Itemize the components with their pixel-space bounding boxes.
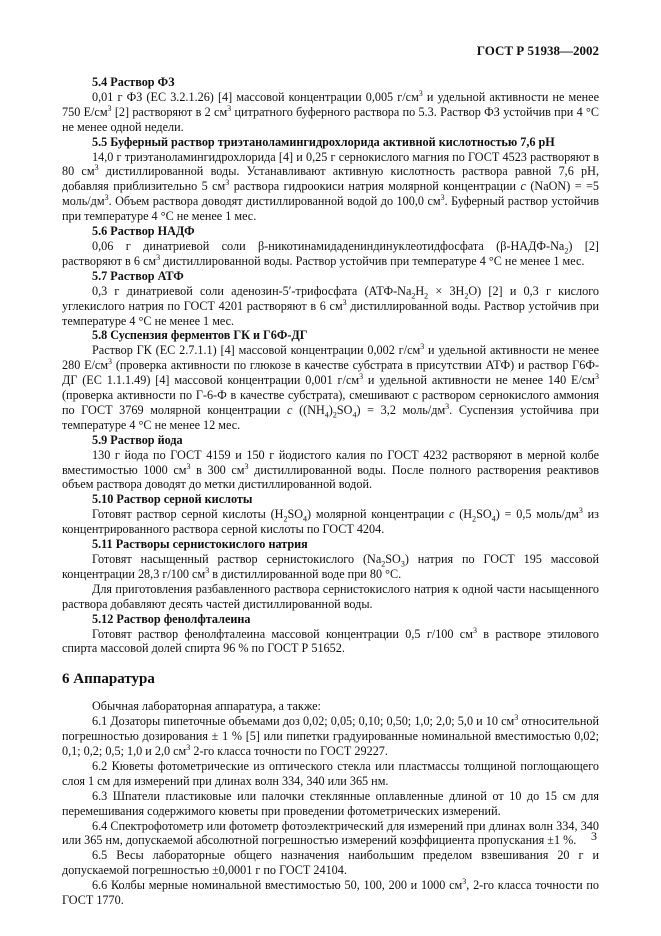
paragraph: 14,0 г триэтаноламингидрохлорида [4] и 0,25 г сернокислого магния по ГОСТ 4523 растворяют в 80 $см^3$ дистиллированной воды. Устанавливают активную кислотность раствора равной 7,6 рН, добавляя приблизительно 5 $см^3$ раствора гидроокиси натрия молярной концентрации с (NaОN) = =5 моль/$дм^3$. Объем раствора доводят дистиллированной водой до 100,0 $см^3$. Буферный раствор устойчив при температуре 4 °С не менее 1 мес. bbox=[62, 149, 600, 224]
section-heading: 5.12 Раствор фенолфталеина bbox=[92, 611, 251, 626]
section-heading: 5.11 Растворы сернистокислого натрия bbox=[92, 537, 308, 552]
section-heading: 5.5 Буферный раствор триэтаноламингидрохлорида активной кислотностью 7,6 рН bbox=[92, 134, 555, 149]
paragraph: Для приготовления разбавленного раствора сернистокислого натрия к одной части насыщенного раствора добавляют десять частей дистиллированной воды. bbox=[62, 581, 599, 611]
paragraph: Раствор ГК (ЕС 2.7.1.1) [4] массовой концентрации 0,002 $г/см^3$ и удельной активности не менее 280 $Е/см^3$ (проверка активности по глюкозе в качестве субстрата в присутствии АТФ) и раствор Г6Ф-ДГ (ЕС 1.1.1.49) [4] массовой концентрации 0,001 $г/см^3$ и удельной активности не менее 140 $Е/см^3$ (проверка активности по Г-6-Ф в качестве субстрата), смешивают с раствором сернокислого аммония по ГОСТ 3769 молярной концентрации с $((NH_4)_2SO_4) = 3,2$ моль/$дм^3$. Суспензия устойчива при температуре 4 °С не менее 12 мес. bbox=[62, 342, 600, 432]
paragraph: 0,3 г динатриевой соли аденозин-5′-трифосфата $(АТФ-Na_2H_2 \times 3H_2O)$ [2] и 0,3 г кислого углекислого натрия по ГОСТ 4201 растворяют в 6 $см^3$ дистиллированной воды. Раствор устойчив при температуре 4 °С не менее 1 мес. bbox=[62, 283, 600, 328]
paragraph: 130 г йода по ГОСТ 4159 и 150 г йодистого калия по ГОСТ 4232 растворяют в мерной колбе вместимостью 1000 $см^3$ в 300 $см^3$ дистиллированной воды. После полного растворения реактивов объем раствора доводят до метки дистиллированной водой. bbox=[62, 447, 599, 492]
chapter-heading: 6 Аппаратура bbox=[62, 671, 155, 688]
section-heading: 5.8 Суспензия ферментов ГК и Г6Ф-ДГ bbox=[92, 328, 308, 343]
document-body bbox=[62, 75, 599, 908]
paragraph: Обычная лабораторная аппаратура, а также: bbox=[92, 699, 321, 714]
section-heading: 5.9 Раствор йода bbox=[92, 432, 183, 447]
paragraph: 6.5 Весы лабораторные общего назначения наибольшим пределом взвешивания 20 г и допускаемой погрешностью ±0,0001 г по ГОСТ 24104. bbox=[62, 848, 599, 878]
paragraph: Готовят раствор серной кислоты $(H_2SO_4)$ молярной концентрации с $(H_2SO_4) = 0,5$ моль/$дм^3$ из концентрированного раствора серной кислоты по ГОСТ 4204. bbox=[62, 506, 599, 537]
section-heading: 5.6 Раствор НАДФ bbox=[92, 224, 195, 239]
section-heading: 5.7 Раствор АТФ bbox=[92, 268, 184, 283]
page-number: 3 bbox=[591, 829, 597, 843]
paragraph: 0,06 г динатриевой соли β-никотинамидадениндинуклеотидфосфата $(\beta-НАДФ-Na_2)$ [2] растворяют в 6 $см^3$ дистиллированной воды. Раствор устойчив при температуре 4 °С не менее 1 мес. bbox=[62, 238, 599, 268]
section-heading: 5.4 Раствор ФЗ bbox=[92, 75, 175, 89]
paragraph: 0,01 г ФЗ (ЕС 3.2.1.26) [4] массовой концентрации 0,005 $г/см^3$ и удельной активности не менее 750 $Е/см^3$ [2] растворяют в 2 $см^3$ цитратного буферного раствора по 5.3. Раствор ФЗ устойчив при 4 °С не менее одной недели. bbox=[62, 88, 599, 134]
paragraph: 6.6 Колбы мерные номинальной вместимостью 50, 100, 200 и 1000 $см^3$, 2-го класса точности по ГОСТ 1770. bbox=[62, 877, 599, 908]
paragraph: Готовят раствор фенолфталеина массовой концентрации 0,5 г/100 $см^3$ в растворе этилового спирта массовой долей спирта 96 % по ГОСТ Р 51652. bbox=[62, 625, 599, 656]
document-header: ГОСТ Р 51938—2002 bbox=[476, 43, 599, 58]
paragraph: 6.4 Спектрофотометр или фотометр фотоэлектрический для измерений при длинах волн 334, 340 или 365 нм, допускаемой абсолютной погрешностью измерений коэффициента пропускания ±1 %. bbox=[62, 818, 599, 848]
paragraph: 6.2 Кюветы фотометрические из оптического стекла или пластмассы толщиной поглощающего слоя 1 см для измерений при длинах волн 334, 340 или 365 нм. bbox=[62, 758, 599, 788]
paragraph: Готовят насыщенный раствор сернистокислого $(Na_2SO_3)$ натрия по ГОСТ 195 массовой концентрации 28,3 г/100 $см^3$ в дистиллированной воде при 80 °С. bbox=[62, 552, 599, 581]
paragraph: 6.1 Дозаторы пипеточные объемами доз 0,02; 0,05; 0,10; 0,50; 1,0; 2,0; 5,0 и 10 $см^3$ относительной погрешностью дозирования ± 1 % [5] или пипетки градуированные номинальной вместимостью 0,02; 0,1; 0,2; 0,5; 1,0 и 2,0 $см^3$ 2-го класса точности по ГОСТ 29227. bbox=[62, 713, 599, 758]
section-heading: 5.10 Раствор серной кислоты bbox=[92, 492, 253, 507]
paragraph: 6.3 Шпатели пластиковые или палочки стеклянные оплавленные длиной от 10 до 15 см для перемешивания содержимого кюветы при проведении фотометрических измерений. bbox=[62, 788, 599, 818]
